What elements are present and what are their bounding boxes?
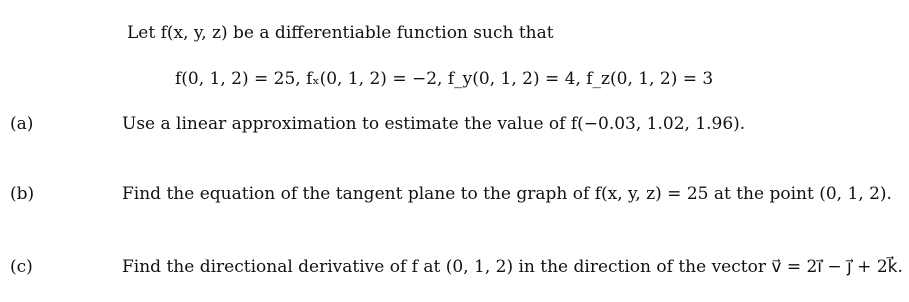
given-values: f(0, 1, 2) = 25, fₓ(0, 1, 2) = −2, f_y(0, 1, 2) = 4, f_z(0, 1, 2) = 3 [175,69,714,89]
part-a-label: (a) [10,114,34,134]
part-a-text: Use a linear approximation to estimate the value of f(−0.03, 1.02, 1.96). [122,114,746,134]
part-c-text: Find the directional derivative of f at (0, 1, 2) in the direction of the vector v⃗ = 2i⃗ − j⃗ + 2k⃗. [122,257,903,277]
problem-intro: Let f(x, y, z) be a differentiable function such that [127,23,554,43]
part-c-label: (c) [10,257,33,277]
part-b-label: (b) [10,184,35,204]
part-b-text: Find the equation of the tangent plane to the graph of f(x, y, z) = 25 at the point (0, 1, 2). [122,184,892,204]
